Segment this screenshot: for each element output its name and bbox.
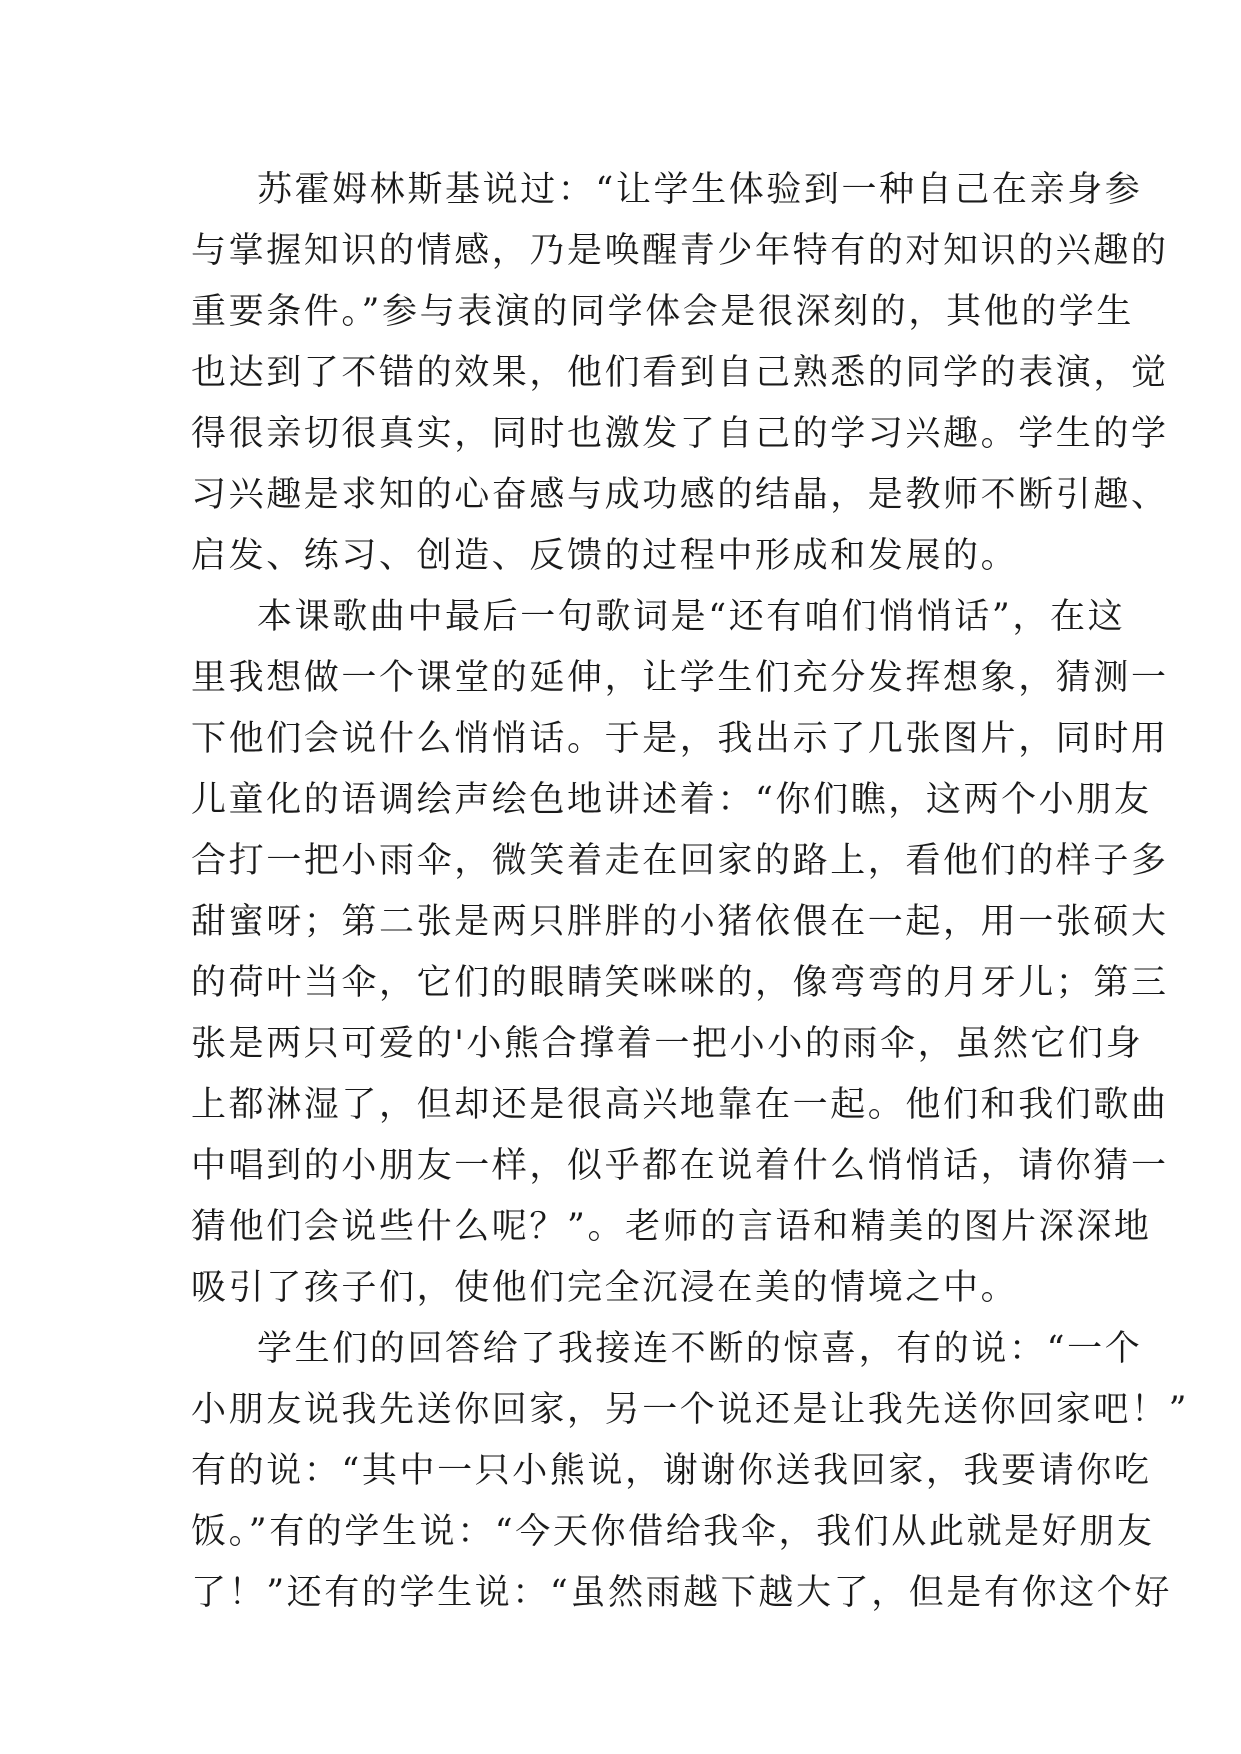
text-line: 习兴趣是求知的心奋感与成功感的结晶，是教师不断引趣、 [191,475,1169,515]
text-line: 了！”还有的学生说：“虽然雨越下越大了，但是有你这个好 [191,1573,1172,1613]
paragraph-2 [191,587,1169,1319]
text-line: 上都淋湿了，但却还是很高兴地靠在一起。他们和我们歌曲 [191,1085,1169,1125]
text-line: 猜他们会说些什么呢？”。老师的言语和精美的图片深深地 [191,1207,1152,1247]
text-line: 重要条件。”参与表演的同学体会是很深刻的，其他的学生 [191,292,1134,332]
text-line: 启发、练习、创造、反馈的过程中形成和发展的。 [191,536,1019,576]
text-line: 甜蜜呀；第二张是两只胖胖的小猪依偎在一起，用一张硕大 [191,902,1169,942]
paragraph-1 [191,160,1169,587]
text-line: 有的说：“其中一只小熊说，谢谢你送我回家，我要请你吃 [191,1451,1152,1491]
text-line: 得很亲切很真实，同时也激发了自己的学习兴趣。学生的学 [191,414,1169,454]
text-line: 张是两只可爱的'小熊合撑着一把小小的雨伞，虽然它们身 [191,1024,1144,1064]
text-line: 苏霍姆林斯基说过：“让学生体验到一种自己在亲身参 [257,170,1143,210]
document-body [191,160,1190,1624]
paragraph-3 [191,1319,1190,1624]
text-line: 里我想做一个课堂的延伸，让学生们充分发挥想象，猜测一 [191,658,1169,698]
text-line: 中唱到的小朋友一样，似乎都在说着什么悄悄话，请你猜一 [191,1146,1169,1186]
text-line: 小朋友说我先送你回家，另一个说还是让我先送你回家吧！” [191,1390,1190,1430]
text-line: 饭。”有的学生说：“今天你借给我伞，我们从此就是好朋友 [191,1512,1155,1552]
text-line: 儿童化的语调绘声绘色地讲述着：“你们瞧，这两个小朋友 [191,780,1152,820]
text-line: 吸引了孩子们，使他们完全沉浸在美的情境之中。 [191,1268,1019,1308]
text-line: 合打一把小雨伞，微笑着走在回家的路上，看他们的样子多 [191,841,1169,881]
text-line: 的荷叶当伞，它们的眼睛笑咪咪的，像弯弯的月牙儿；第三 [191,963,1169,1003]
text-line: 本课歌曲中最后一句歌词是“还有咱们悄悄话”，在这 [257,597,1126,637]
text-line: 也达到了不错的效果，他们看到自己熟悉的同学的表演，觉 [191,353,1169,393]
text-line: 学生们的回答给了我接连不断的惊喜，有的说：“一个 [257,1329,1143,1369]
text-line: 与掌握知识的情感，乃是唤醒青少年特有的对知识的兴趣的 [191,231,1169,271]
text-line: 下他们会说什么悄悄话。于是，我出示了几张图片，同时用 [191,719,1169,759]
